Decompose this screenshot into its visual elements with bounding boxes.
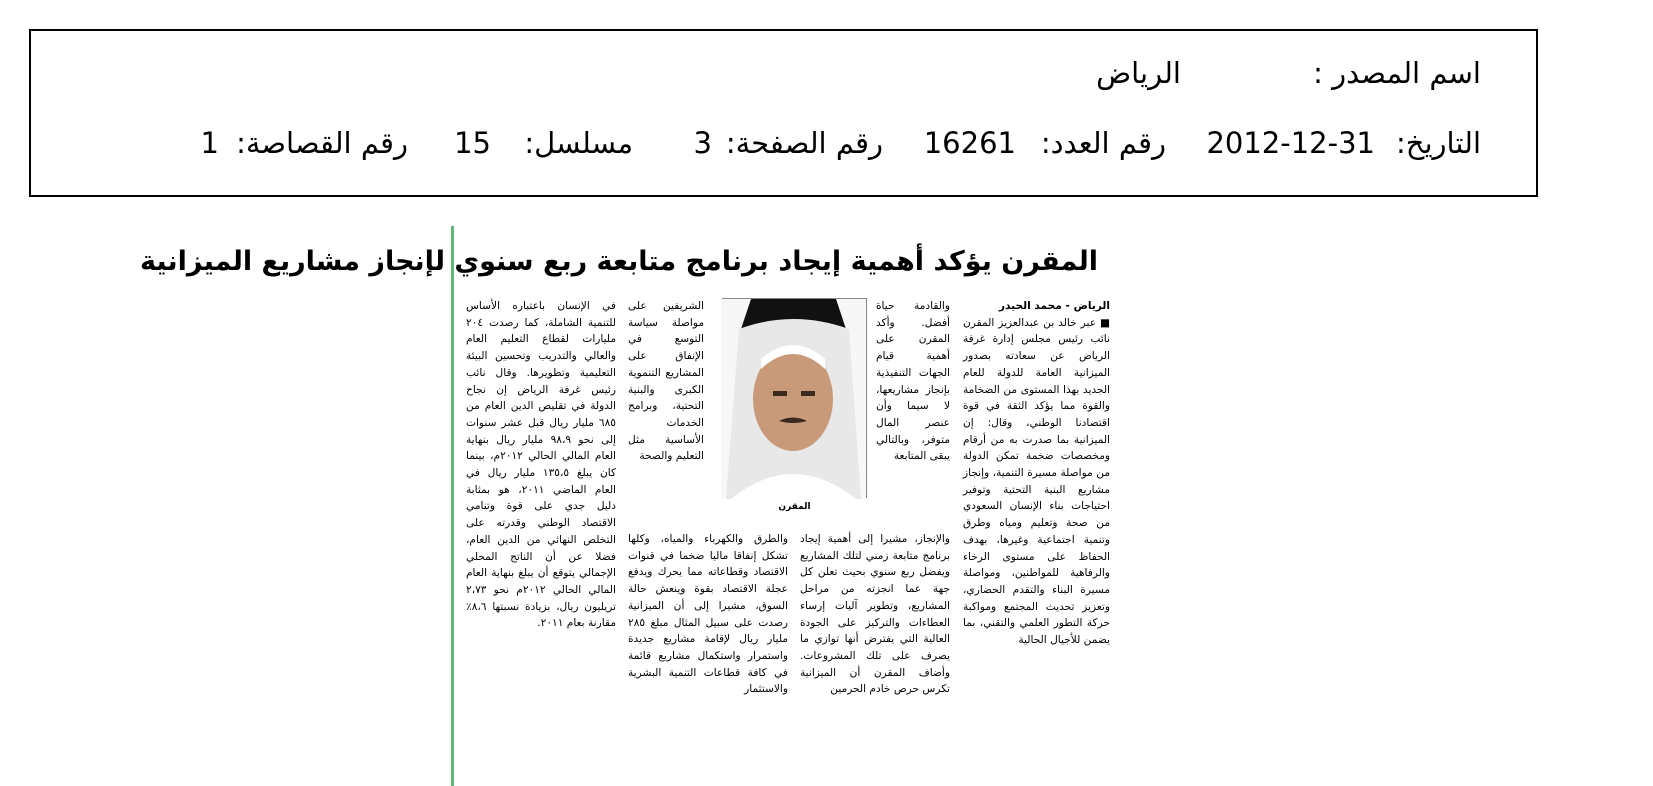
article-column-2-top	[876, 298, 950, 465]
article-column-2-bottom	[800, 531, 950, 698]
serial-value: 15	[454, 126, 491, 160]
column-3-bottom-text: والطرق والكهرباء والمياه، وكلها تشكل إنفاقا ماليا ضخما في قنوات الاقتصاد وقطاعاته مما يحرك ويدفع عجلة الاقتصاد بقوة وينعش حالة السوق، مشيرا إلى أن الميزانية رصدت على سبيل المثال مبلغ ٢٨٥ مليار ريال لإقامة مشاريع جديدة واستمرار واستكمال مشاريع قائمة في كافة قطاعات التنمية البشرية والاستثمار	[628, 533, 788, 696]
article-headline: المقرن يؤكد أهمية إيجاد برنامج متابعة ربع سنوي لإنجاز مشاريع الميزانية	[140, 246, 1098, 277]
byline: الرياض - محمد الحيدر	[998, 300, 1110, 312]
source-value: الرياض	[1096, 56, 1181, 90]
date-value: 2012-12-31	[1206, 126, 1375, 160]
column-4-text: في الإنسان باعتباره الأساس للتنمية الشاملة، كما رصدت ٢٠٤ مليارات لقطاع التعليم العام والعالي والتدريب وتحسين البيئة التعليمية وتطويرها. وقال نائب رئيس غرفة الرياض إن نجاح الدولة في تقليص الدين العام من ٦٨٥ مليار ريال قبل عشر سنوات إلى نحو ٩٨،٩ مليار ريال بنهاية العام المالي الحالي ٢٠١٢م، بينما كان يبلغ ١٣٥،٥ مليار ريال في العام الماضي ٢٠١١، هو بمثابة دليل جدي على قوة وتنامي الاقتصاد الوطني وقدرته على التخلص النهائي من الدين العام، فضلا عن أن الناتج المحلي الإجمالي يتوقع أن يبلغ بنهاية العام المالي الحالي ٢٠١٢م نحو ٢،٧٣ تريليون ريال، بزيادة نسبتها ٨،٦٪ مقارنة بعام ٢٠١١.	[466, 300, 617, 630]
serial-label: مسلسل:	[524, 126, 633, 160]
column-2-top-text: والقادمة حياة أفضل. وأكد المقرن على أهمية قيام الجهات التنفيذية بإنجاز مشاريعها، لا سيما وأن عنصر المال متوفر، وبالتالي يبقى المتابعة	[876, 300, 950, 463]
newspaper-clipping	[140, 226, 1118, 786]
issue-label: رقم العدد:	[1040, 126, 1166, 160]
page-value: 3	[693, 126, 712, 160]
article-column-3-bottom	[628, 531, 788, 698]
column-3-top-text: الشريفين على مواصلة سياسة التوسع في الإنفاق على المشاريع التنموية الكبرى والبنية التحتية، وبرامج الخدمات الأساسية مثل التعليم والصحة	[628, 300, 704, 463]
photo-caption: المقرن	[778, 502, 811, 512]
clip-value: 1	[200, 126, 219, 160]
portrait-image	[721, 299, 866, 499]
date-label: التاريخ:	[1395, 126, 1481, 160]
page-label: رقم الصفحة:	[725, 126, 883, 160]
portrait-photo	[722, 298, 867, 498]
column-1-text: ■ عبر خالد بن عبدالعزيز المقرن نائب رئيس مجلس إدارة غرفة الرياض عن سعادته بصدور الميزانية العامة للدولة للعام الجديد بهذا المستوى من الضخامة والقوة مما يؤكد الثقة في قوة اقتصادنا الوطني، وقال: إن الميزانية بما صدرت به من أرقام ومخصصات ضخمة تمكن الدولة من مواصلة مسيرة التنمية، وإنجاز مشاريع البنية التحتية وتوفير احتياجات بناء الإنسان السعودي من صحة وتعليم ومياه وطرق وتنمية اجتماعية وغيرها، بهدف الحفاظ على مستوى الرخاء والرفاهية للمواطنين، ومواصلة مسيرة البناء والتقدم الحضاري، وتعزيز تحديث المجتمع ومواكبة حركة التطور العلمي والتقني، بما يضمن للأجيال الحالية	[963, 316, 1110, 647]
clip-label: رقم القصاصة:	[236, 126, 408, 160]
source-label: اسم المصدر :	[1313, 56, 1481, 90]
article-column-1	[963, 298, 1110, 649]
article-column-3-top	[628, 298, 704, 465]
column-2-bottom-text: والإنجاز، مشيرا إلى أهمية إيجاد برنامج متابعة زمني لتلك المشاريع ويفضل ربع سنوي بحيث تعلن كل جهة عما انجزته من مراحل المشاريع، وتطوير آليات إرساء العطاءات والتركيز على الجودة العالية التي يفترض أنها توازي ما يصرف على تلك المشروعات. وأضاف المقرن أن الميزانية تكرس حرص خادم الحرمين	[800, 533, 950, 696]
issue-value: 16261	[923, 126, 1016, 160]
article-column-4	[466, 298, 616, 632]
source-info-box	[29, 29, 1538, 197]
